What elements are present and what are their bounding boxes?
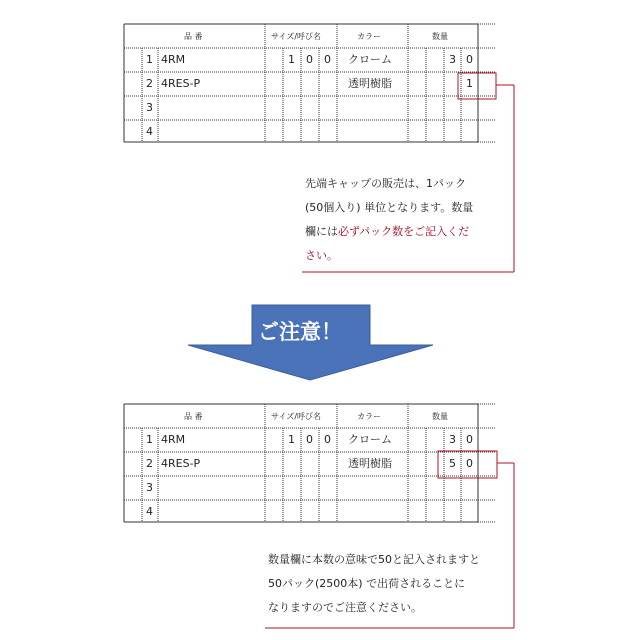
highlight-box xyxy=(458,73,496,99)
table1-part-number: 4RES-P xyxy=(161,77,201,90)
table1-qty-digit: 1 xyxy=(466,77,473,90)
table2-size-digit: 0 xyxy=(324,433,331,446)
table2-color: クローム xyxy=(348,433,392,446)
table1-size-digit: 1 xyxy=(288,53,295,66)
table1-header-size: サイズ/呼び名 xyxy=(271,32,322,41)
table2-qty-digit: 0 xyxy=(466,433,473,446)
note2-line3: なりますのでご注意ください。 xyxy=(268,601,422,614)
table1-row-number: 3 xyxy=(146,101,153,114)
note2-line1: 数量欄に本数の意味で50と記入されますと xyxy=(268,553,480,566)
table2-qty-digit: 3 xyxy=(449,433,456,446)
note2-line2: 50パック(2500本) で出荷されることに xyxy=(268,577,466,590)
table1-row-number: 1 xyxy=(146,53,153,66)
table2-header-qty: 数量 xyxy=(432,412,448,421)
note-pack-unit xyxy=(305,172,473,268)
table2-size-digit: 1 xyxy=(288,433,295,446)
table1-header-part: 品 番 xyxy=(184,32,203,41)
note1-line2: (50個入り) 単位となります。数量 xyxy=(305,201,474,214)
table1-size-digit: 0 xyxy=(324,53,331,66)
table2-header-size: サイズ/呼び名 xyxy=(271,412,322,421)
table2-row-number: 2 xyxy=(146,457,153,470)
note1-line4: さい。 xyxy=(305,249,338,262)
table2-header-color: カラー xyxy=(357,412,381,421)
table2-header-part: 品 番 xyxy=(184,412,203,421)
table2-row-number: 3 xyxy=(146,481,153,494)
note1-line3-red: 必ずパック数をご記入くだ xyxy=(338,225,470,238)
table2-size-digit: 0 xyxy=(306,433,313,446)
table1-color: クローム xyxy=(348,53,392,66)
table2-part-number: 4RES-P xyxy=(161,457,201,470)
table2-row-number: 4 xyxy=(146,505,153,518)
caution-label: ご注意！ xyxy=(258,320,342,344)
table2-part-number: 4RM xyxy=(161,433,186,446)
table1-row-number: 2 xyxy=(146,77,153,90)
table2-qty-digit: 5 xyxy=(449,457,456,470)
note1-line3-black: 欄には xyxy=(305,225,338,238)
table2-color: 透明樹脂 xyxy=(348,457,392,470)
table1-header-qty: 数量 xyxy=(432,32,448,41)
table1-header-color: カラー xyxy=(357,32,381,41)
table1-color: 透明樹脂 xyxy=(348,77,392,90)
table1-row-number: 4 xyxy=(146,125,153,138)
table1-qty-digit: 3 xyxy=(449,53,456,66)
note-quantity-warning xyxy=(268,548,480,620)
table1-part-number: 4RM xyxy=(161,53,186,66)
table2-qty-digit: 0 xyxy=(466,457,473,470)
table1-qty-digit: 0 xyxy=(466,53,473,66)
table1-size-digit: 0 xyxy=(306,53,313,66)
note1-line1: 先端キャップの販売は、1パック xyxy=(305,177,466,190)
table2-row-number: 1 xyxy=(146,433,153,446)
